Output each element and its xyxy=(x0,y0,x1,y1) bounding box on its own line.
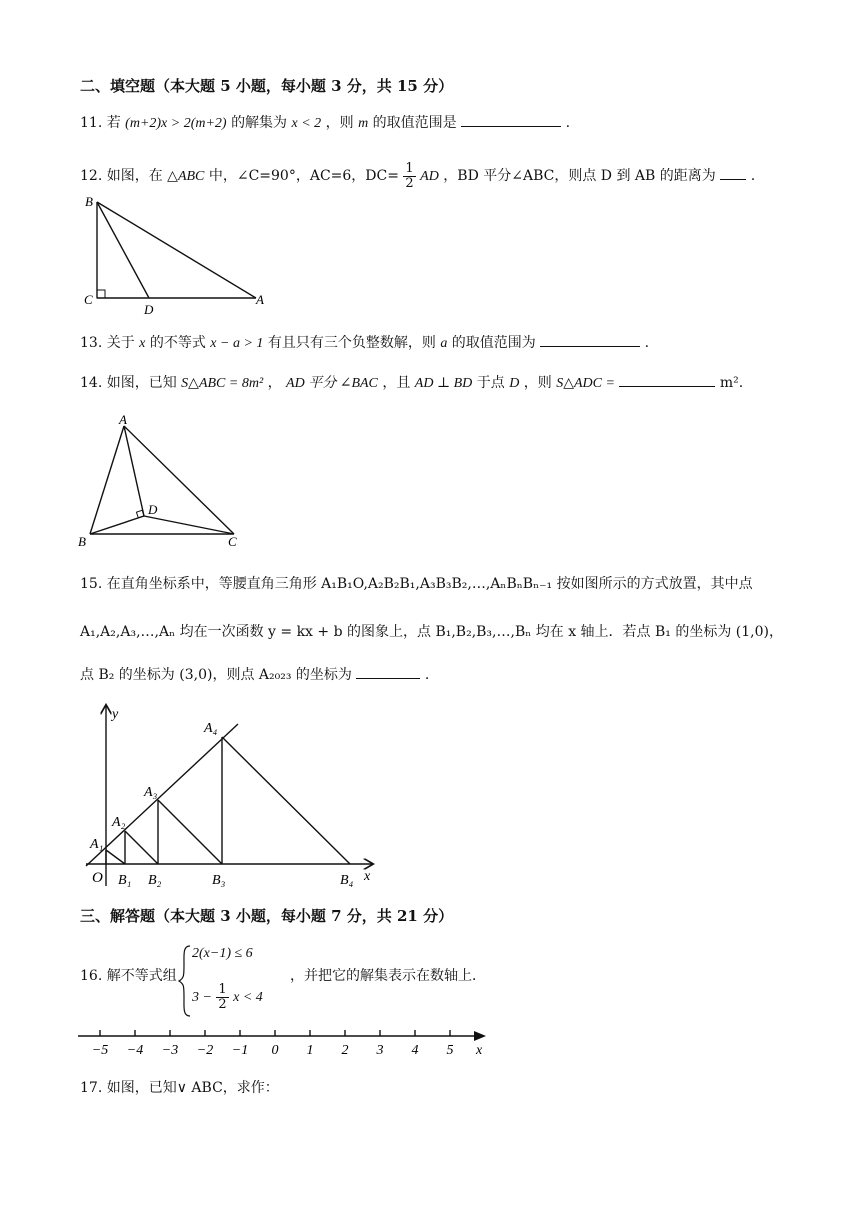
q11-solution: x < 2 xyxy=(291,116,322,131)
q15-label-b1: B₁ xyxy=(118,873,132,888)
q11-prefix: 11. 若 xyxy=(80,115,121,131)
q16-post: ，并把它的解集表示在数轴上． xyxy=(290,968,486,984)
q16-fraction xyxy=(216,983,228,1012)
q15-label-a1: A₁ xyxy=(90,837,104,852)
q14-label-a: A xyxy=(119,412,127,427)
q12-label-b: B xyxy=(85,194,93,209)
q12-answer-blank[interactable] xyxy=(720,165,746,180)
q14-figure xyxy=(76,410,256,550)
question-14 xyxy=(80,372,743,394)
question-15-line-2: A₁,A₂,A₃,…,Aₙ 均在一次函数 y = kx + b 的图象上，点 B₁,B₂,B₃,…,Bₙ 均在 x 轴上．若点 B₁ 的坐标为 (1,0)， xyxy=(80,624,783,640)
q16-inequality-1: 2(x−1) ≤ 6 xyxy=(192,946,253,961)
q15-label-y: y xyxy=(112,707,119,722)
q11-dot: . xyxy=(565,115,571,131)
q14-label-c: C xyxy=(228,534,237,549)
q16-ineq2-a: 3 − xyxy=(192,990,212,1005)
q16-number-line xyxy=(76,1026,496,1066)
q11-mid: 的解集为 xyxy=(231,115,288,131)
q13-cond1: 的不等式 xyxy=(149,335,206,351)
q16-tick-label: 0 xyxy=(271,1043,279,1058)
q13-a: a xyxy=(440,336,448,351)
q15-label-x: x xyxy=(364,869,371,884)
q16-tick-label: 2 xyxy=(341,1043,349,1058)
q14-c2: ，且 xyxy=(382,375,411,391)
q16-ineq2-b: x < 4 xyxy=(233,990,263,1005)
q12-ad: AD xyxy=(420,169,439,184)
q12-frac-den: 2 xyxy=(405,175,414,191)
q13-prefix: 13. 关于 xyxy=(80,335,135,351)
q15-label-b2: B₂ xyxy=(148,873,162,888)
q14-area-adc: S△ADC = xyxy=(556,376,615,391)
q12-dot: . xyxy=(750,168,756,184)
q14-answer-blank[interactable] xyxy=(619,372,715,387)
q16-brace xyxy=(178,944,192,1018)
q14-d: D xyxy=(509,376,520,391)
q16-frac-den: 2 xyxy=(218,996,227,1012)
q11-end: 的取值范围是 xyxy=(372,115,457,131)
q16-tick-label: −5 xyxy=(91,1043,109,1058)
q16-tick-label: −1 xyxy=(231,1043,249,1058)
question-16-prefix: 16. 解不等式组 xyxy=(80,968,177,984)
q13-cond3: 的取值范围为 xyxy=(451,335,536,351)
q13-dot: . xyxy=(644,335,650,351)
question-11 xyxy=(80,112,570,134)
q16-tick-label: −4 xyxy=(126,1043,144,1058)
q16-tick-label: 1 xyxy=(306,1043,314,1058)
q11-var: m xyxy=(358,116,369,131)
q16-tick-label: −3 xyxy=(161,1043,179,1058)
q14-label-b: B xyxy=(78,534,86,549)
q11-post: ，则 xyxy=(325,115,354,131)
q14-c1: ， xyxy=(267,375,282,391)
q11-answer-blank[interactable] xyxy=(461,112,561,127)
q11-inequality: (m+2)x > 2(m+2) xyxy=(125,116,227,131)
q12-label-a: A xyxy=(256,292,264,307)
q13-answer-blank[interactable] xyxy=(540,332,640,347)
q16-inequality-2 xyxy=(192,980,263,1014)
q12-triangle: △ABC xyxy=(167,169,205,184)
q15-label-a2: A₂ xyxy=(112,815,126,830)
q14-prefix: 14. 如图，已知 xyxy=(80,375,177,391)
q15-label-o: O xyxy=(92,870,103,886)
q12-frac-num: 1 xyxy=(405,160,414,176)
q13-inequality: x − a > 1 xyxy=(210,336,264,351)
question-13 xyxy=(80,332,649,354)
question-12 xyxy=(80,160,755,192)
q15-label-b3: B₃ xyxy=(212,873,226,888)
q16-tick-label: −2 xyxy=(196,1043,214,1058)
q13-x: x xyxy=(139,336,146,351)
q15-figure xyxy=(80,700,390,896)
q16-axis-label: x xyxy=(476,1043,483,1058)
q14-bisector: AD 平分 ∠BAC xyxy=(286,376,378,391)
q12-prefix: 12. 如图，在 xyxy=(80,168,163,184)
q13-cond2: 有且只有三个负整数解，则 xyxy=(267,335,436,351)
q16-tick-label: 4 xyxy=(411,1043,419,1058)
question-17: 17. 如图，已知∨ ABC，求作： xyxy=(80,1080,279,1096)
q15-label-a3: A₃ xyxy=(144,785,158,800)
q15-dot: . xyxy=(424,667,430,683)
q16-tick-label: 5 xyxy=(446,1043,454,1058)
q12-figure xyxy=(80,192,280,318)
q12-label-d: D xyxy=(144,302,154,317)
section-3-heading: 三、解答题（本大题 3 小题，每小题 7 分，共 21 分） xyxy=(80,907,454,925)
q14-c3: 于点 xyxy=(476,375,505,391)
q16-tick-label: 3 xyxy=(376,1043,384,1058)
q14-unit: m². xyxy=(719,375,744,391)
q14-label-d: D xyxy=(148,502,158,517)
q12-fraction xyxy=(403,162,415,191)
q15-label-b4: B₄ xyxy=(340,873,354,888)
q12-cond2: ，BD 平分∠ABC，则点 D 到 AB 的距离为 xyxy=(443,168,716,184)
q12-cond1: 中，∠C=90°，AC=6，DC= xyxy=(208,168,399,184)
q15-label-a4: A₄ xyxy=(204,721,218,736)
q15-line3-text: 点 B₂ 的坐标为 (3,0)，则点 A₂₀₂₃ 的坐标为 xyxy=(80,667,352,683)
question-15-line-3 xyxy=(80,664,429,685)
q12-label-c: C xyxy=(84,292,93,307)
question-15-line-1: 15. 在直角坐标系中，等腰直角三角形 A₁B₁O,A₂B₂B₁,A₃B₃B₂,…,AₙBₙBₙ₋₁ 按如图所示的方式放置，其中点 xyxy=(80,576,753,592)
q14-c4: ，则 xyxy=(523,375,552,391)
section-2-heading: 二、填空题（本大题 5 小题，每小题 3 分，共 15 分） xyxy=(80,77,454,95)
q14-perpendicular: AD ⊥ BD xyxy=(414,376,473,391)
q15-answer-blank[interactable] xyxy=(356,664,420,679)
q16-frac-num: 1 xyxy=(218,981,227,997)
q14-area-abc: S△ABC = 8m² xyxy=(181,376,264,391)
